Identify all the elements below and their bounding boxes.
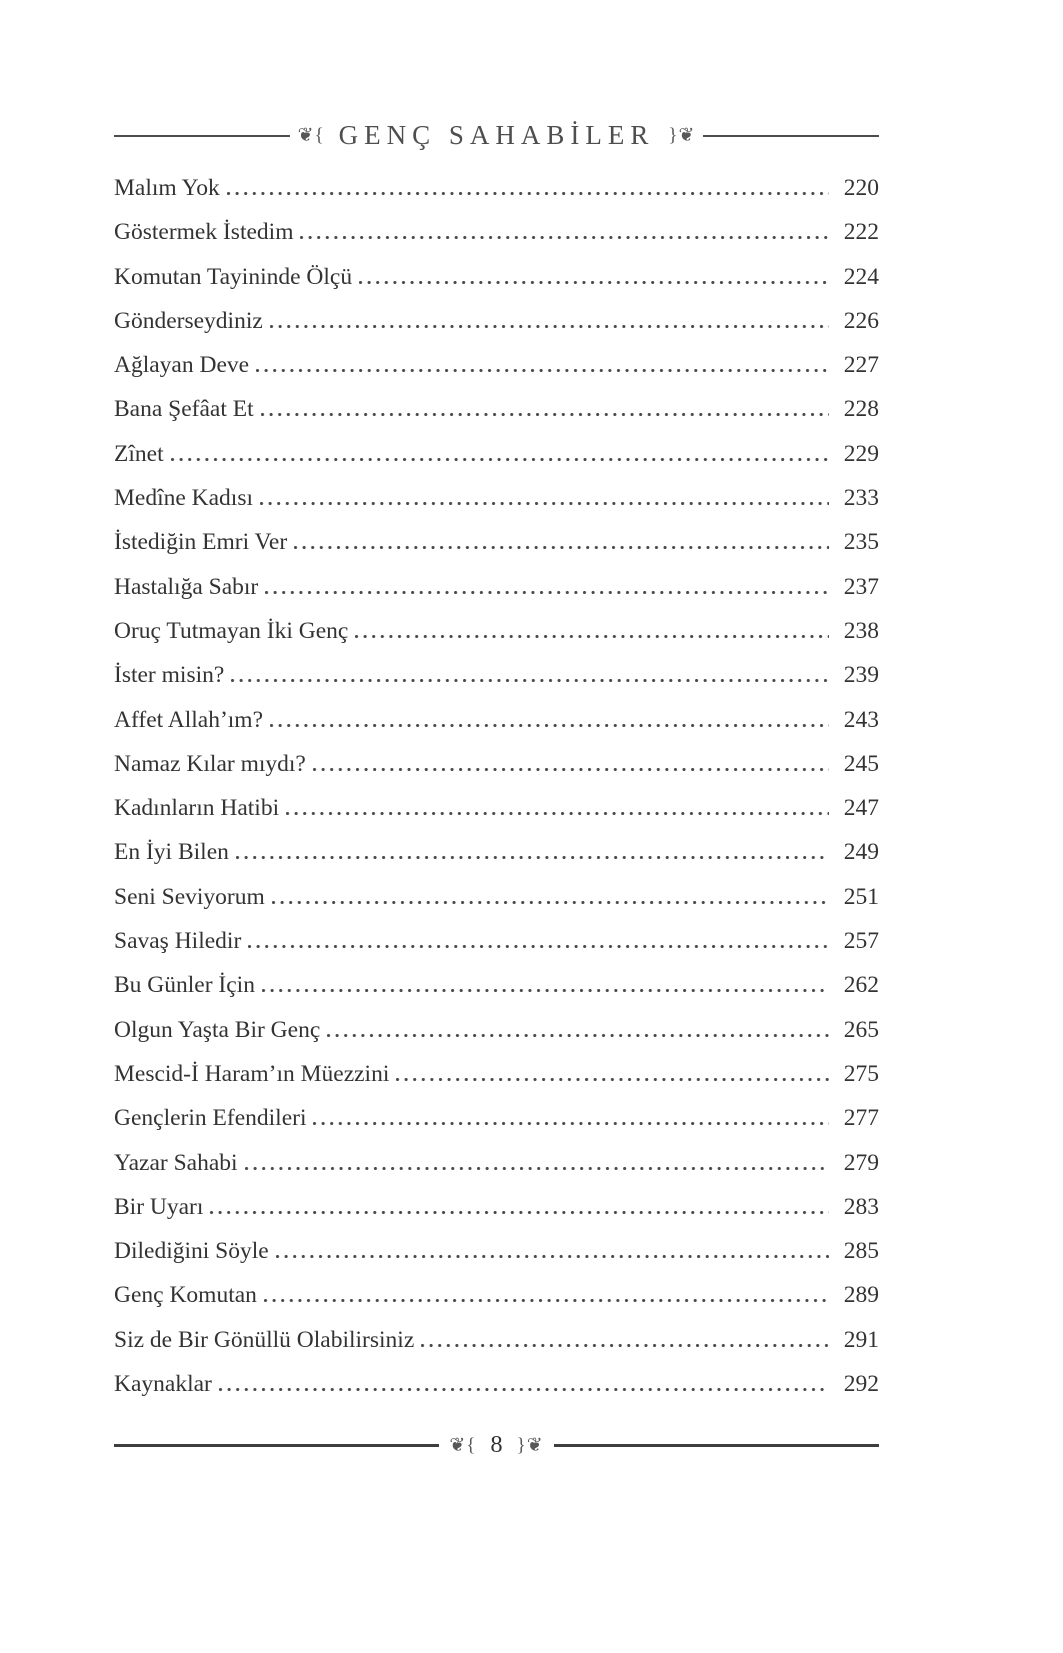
toc-leader-dots [359,281,829,284]
page-header [114,120,879,151]
toc-leader-dots [270,325,829,328]
toc-leader-dots [260,502,829,505]
toc-entry-title: Medîne Kadısı [114,485,254,512]
toc-leader-dots [313,1122,829,1125]
page-footer [114,1431,879,1459]
toc-row [114,795,879,839]
toc-entry-title: İstediğin Emri Ver [114,529,288,556]
page-number: 8 [490,1431,503,1459]
toc-leader-dots [256,369,829,372]
toc-entry-title: Dilediğini Söyle [114,1238,269,1265]
toc-entry-page: 224 [843,263,879,290]
toc-row [114,1061,879,1105]
toc-leader-dots [231,679,829,682]
toc-entry-title: Gençlerin Efendileri [114,1105,307,1132]
toc-entry-title: Yazar Sahabi [114,1149,238,1176]
toc-entry-title: Kaynaklar [114,1371,212,1398]
toc-leader-dots [300,236,829,239]
toc-entry-title: Olgun Yaşta Bir Genç [114,1016,321,1043]
book-title: GENÇ SAHABİLER [338,120,655,150]
toc-entry-title: Zînet [114,440,164,467]
toc-row [114,1327,879,1371]
toc-leader-dots [396,1078,829,1081]
toc-entry-title: Bir Uyarı [114,1193,204,1220]
toc-row [114,396,879,440]
toc-entry-title: Kadınların Hatibi [114,795,280,822]
toc-row [114,884,879,928]
toc-entry-title: Komutan Tayininde Ölçü [114,263,353,290]
toc-entry-title: Siz de Bir Gönüllü Olabilirsiniz [114,1326,415,1353]
toc-entry-page: 229 [843,440,879,467]
toc-leader-dots [227,192,829,195]
toc-entry-page: 237 [843,573,879,600]
toc-entry-title: Malım Yok [114,175,220,201]
toc-row [114,662,879,706]
toc-entry-page: 285 [843,1238,879,1265]
toc-entry-page: 233 [843,485,879,512]
toc-row [114,264,879,308]
toc-leader-dots [219,1388,829,1391]
toc-leader-dots [248,945,829,948]
toc-row [114,1017,879,1061]
toc-row [114,308,879,352]
toc-entry-title: Bana Şefâat Et [114,396,254,423]
toc-entry-page: 220 [843,175,879,201]
toc-entry-title: Hastalığa Sabır [114,573,259,600]
toc-entry-page: 235 [843,529,879,556]
toc-leader-dots [270,724,829,727]
table-of-contents [114,175,879,1415]
footer-ornament-left-icon: ❦{ [449,1434,477,1456]
toc-entry-page: 265 [843,1016,879,1043]
header-ornament-right-icon: }❦ [668,125,696,146]
toc-entry-title: Genç Komutan [114,1282,257,1309]
toc-entry-title: Namaz Kılar mıydı? [114,750,306,777]
toc-entry-title: Gönderseydiniz [114,307,263,334]
toc-entry-title: Ağlayan Deve [114,352,250,379]
toc-entry-title: Savaş Hiledir [114,928,242,955]
toc-row [114,352,879,396]
toc-row [114,1238,879,1282]
toc-entry-page: 291 [843,1326,879,1353]
toc-entry-page: 257 [843,928,879,955]
toc-entry-page: 275 [843,1060,879,1087]
toc-row [114,1105,879,1149]
toc-entry-page: 238 [843,617,879,644]
toc-leader-dots [261,413,829,416]
toc-entry-page: 243 [843,706,879,733]
toc-row [114,574,879,618]
toc-entry-page: 279 [843,1149,879,1176]
toc-row [114,529,879,573]
toc-leader-dots [327,1034,829,1037]
toc-row [114,972,879,1016]
toc-row [114,1194,879,1238]
toc-row [114,839,879,883]
toc-row [114,928,879,972]
toc-leader-dots [272,901,829,904]
toc-row [114,441,879,485]
toc-entry-title: Affet Allah’ım? [114,706,264,733]
toc-row [114,485,879,529]
toc-entry-page: 239 [843,662,879,689]
toc-row [114,618,879,662]
toc-entry-page: 228 [843,396,879,423]
toc-row [114,1371,879,1415]
toc-row [114,707,879,751]
footer-rule-right [554,1444,879,1447]
toc-row [114,751,879,795]
toc-entry-page: 292 [843,1371,879,1398]
toc-entry-page: 247 [843,795,879,822]
toc-leader-dots [294,546,829,549]
toc-entry-page: 222 [843,219,879,246]
toc-leader-dots [245,1167,829,1170]
toc-leader-dots [264,1299,829,1302]
toc-leader-dots [236,856,829,859]
toc-entry-page: 262 [843,972,879,999]
header-rule-right [703,135,879,137]
toc-entry-title: Seni Seviyorum [114,883,265,910]
toc-entry-page: 277 [843,1105,879,1132]
toc-entry-title: Oruç Tutmayan İki Genç [114,617,349,644]
toc-leader-dots [276,1255,829,1258]
toc-leader-dots [421,1344,829,1347]
toc-entry-page: 289 [843,1282,879,1309]
toc-row [114,219,879,263]
footer-ornament-right-icon: }❦ [516,1434,544,1456]
toc-entry-title: İster misin? [114,662,225,689]
toc-entry-page: 283 [843,1193,879,1220]
toc-row [114,175,879,219]
toc-leader-dots [262,989,829,992]
toc-entry-title: Bu Günler İçin [114,972,255,999]
toc-row [114,1150,879,1194]
toc-entry-title: Mescid-İ Haram’ın Müezzini [114,1060,390,1087]
toc-entry-page: 227 [843,352,879,379]
toc-row [114,1282,879,1326]
toc-entry-page: 249 [843,839,879,866]
toc-leader-dots [313,768,829,771]
toc-entry-title: Göstermek İstedim [114,219,294,246]
toc-entry-page: 245 [843,750,879,777]
toc-entry-page: 226 [843,307,879,334]
toc-leader-dots [171,458,829,461]
toc-leader-dots [210,1211,829,1214]
toc-leader-dots [286,812,829,815]
toc-leader-dots [265,591,829,594]
header-ornament-left-icon: ❦{ [297,125,325,146]
header-rule-left [114,135,290,137]
toc-entry-title: En İyi Bilen [114,839,229,866]
toc-leader-dots [355,635,829,638]
toc-entry-page: 251 [843,883,879,910]
footer-rule-left [114,1444,439,1447]
